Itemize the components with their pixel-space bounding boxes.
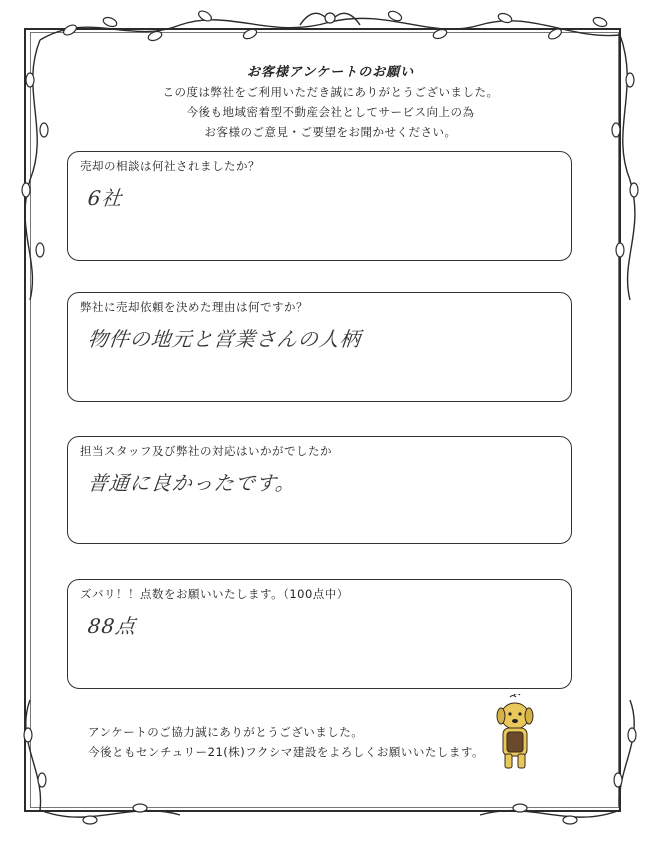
footer-line-1: アンケートのご協力誠にありがとうございました。 bbox=[88, 725, 364, 739]
answer-3: 普通に良かったです。 bbox=[86, 471, 298, 495]
question-box-4 bbox=[67, 579, 572, 689]
intro-line-3: お客様のご意見・ご要望をお聞かせください。 bbox=[204, 125, 457, 139]
question-box-1 bbox=[67, 151, 572, 261]
question-label-3: 担当スタッフ及び弊社の対応はいかがでしたか bbox=[80, 444, 332, 458]
question-label-2: 弊社に売却依頼を決めた理由は何ですか？ bbox=[80, 300, 308, 314]
inner-border bbox=[30, 32, 619, 808]
question-label-4: ズバリ！！点数をお願いいたします。（100点中） bbox=[80, 587, 349, 601]
survey-title: お客様アンケートのお願い bbox=[246, 65, 415, 80]
question-label-1: 売却の相談は何社されましたか？ bbox=[80, 159, 260, 173]
answer-2: 物件の地元と営業さんの人柄 bbox=[86, 327, 363, 351]
intro-line-2: 今後も地域密着型不動産会社としてサービス向上の為 bbox=[186, 105, 475, 119]
answer-4: 88点 bbox=[86, 614, 138, 638]
dog-mascot-icon bbox=[490, 694, 540, 774]
answer-1: 6社 bbox=[86, 186, 124, 210]
question-box-2 bbox=[67, 292, 572, 402]
intro-line-1: この度は弊社をご利用いただき誠にありがとうございました。 bbox=[162, 85, 499, 99]
question-box-3 bbox=[67, 436, 572, 544]
footer-line-2: 今後ともセンチュリー21(株)フクシマ建設をよろしくお願いいたします。 bbox=[88, 745, 484, 759]
